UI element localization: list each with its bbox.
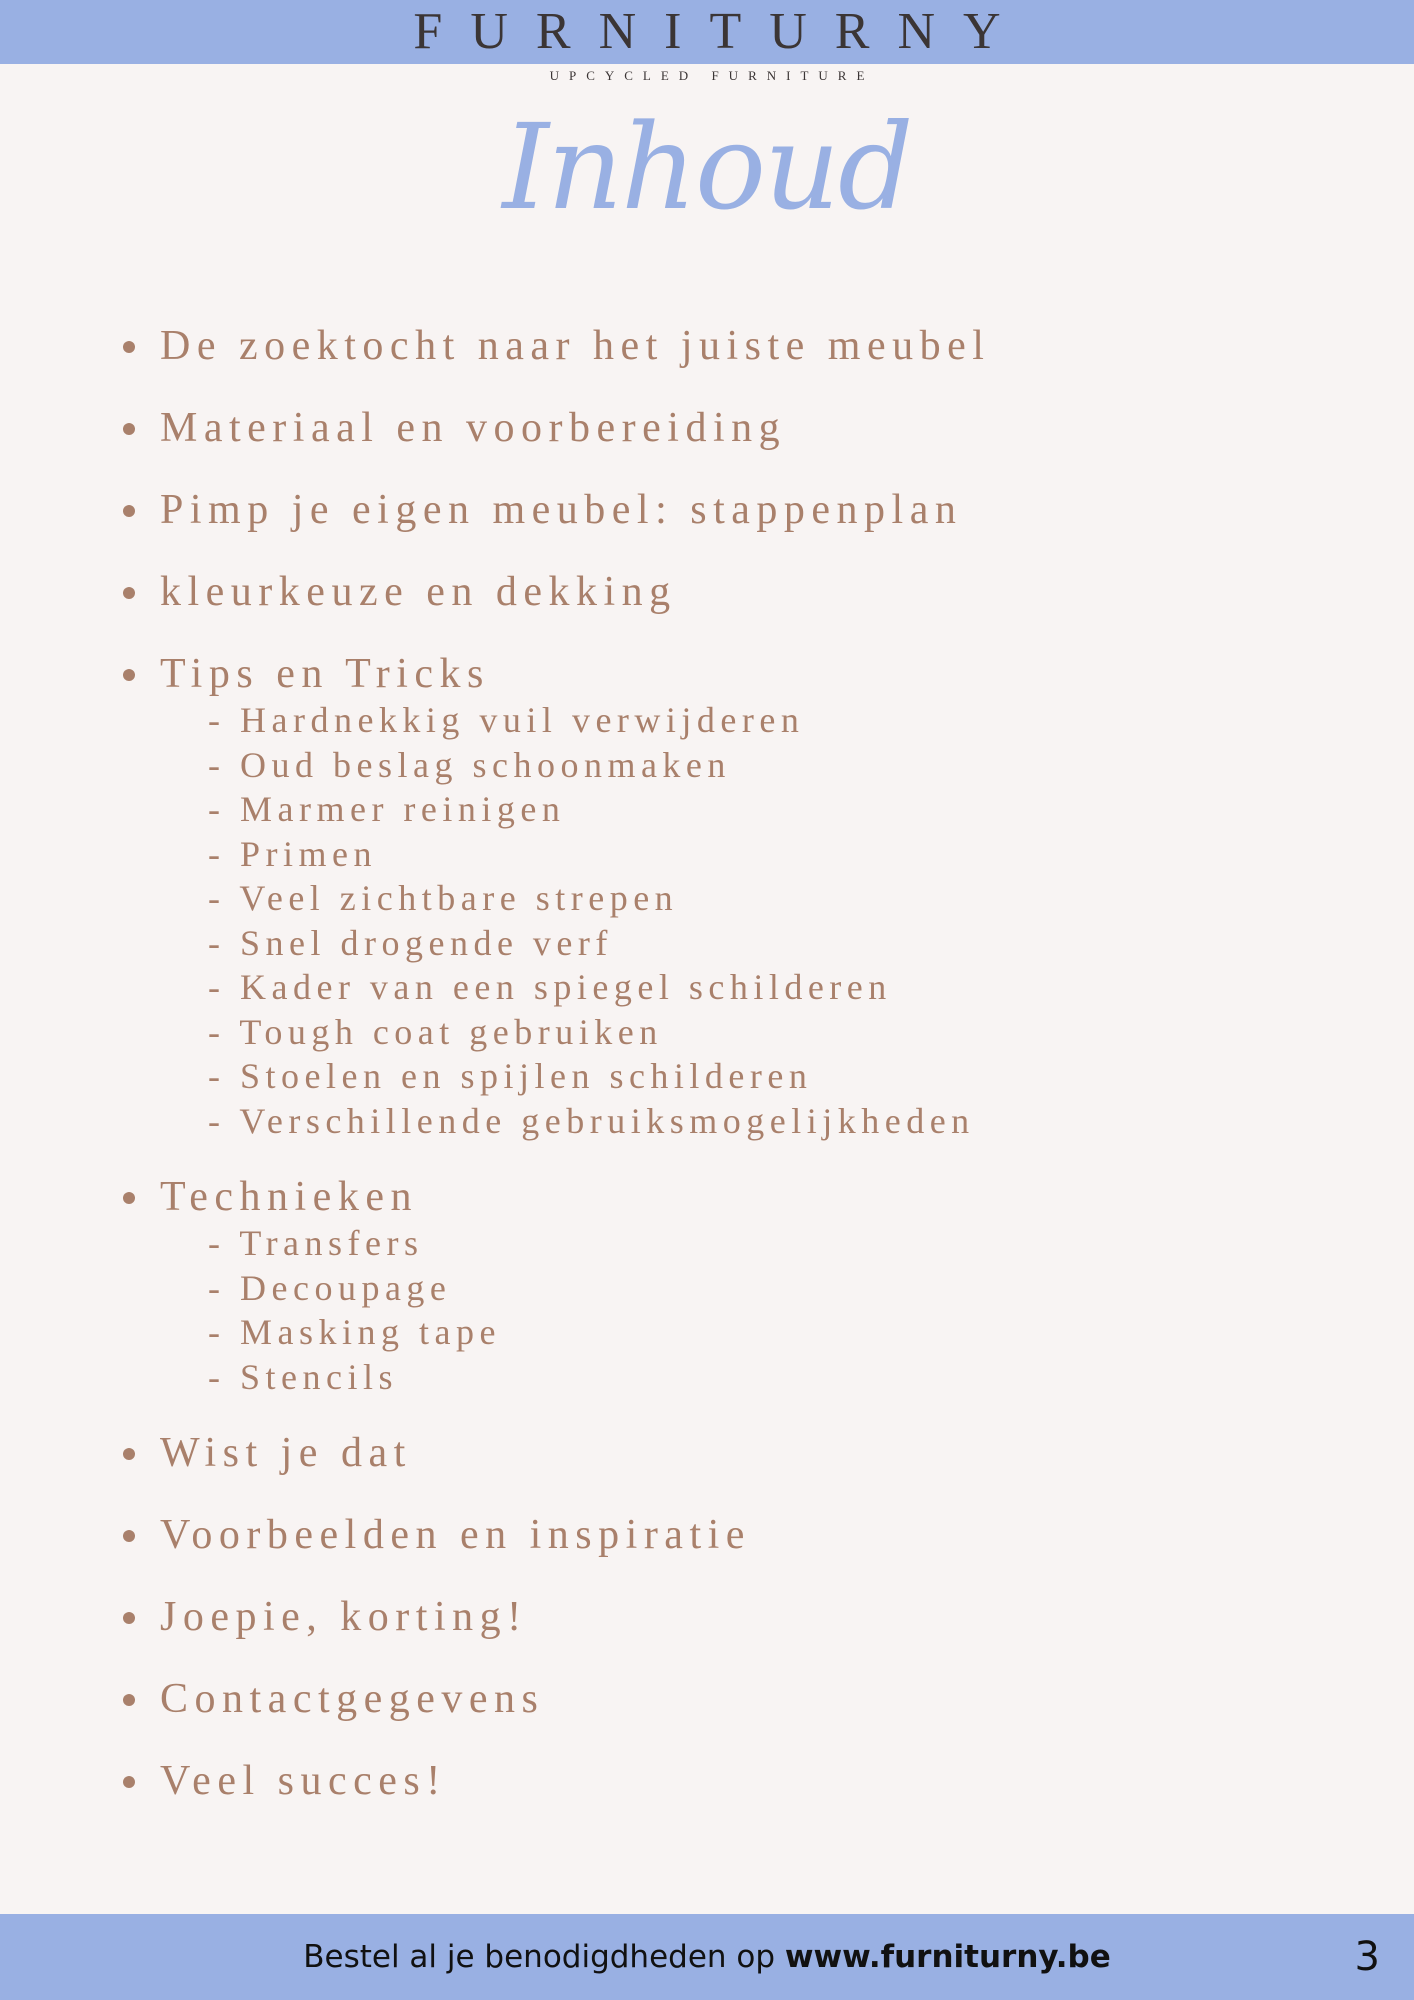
bullet-icon bbox=[123, 1776, 135, 1788]
bullet-icon bbox=[123, 1192, 135, 1204]
toc-item-label: Voorbeelden en inspiratie bbox=[160, 1512, 751, 1558]
toc-item-label: Wist je dat bbox=[160, 1430, 412, 1476]
toc-subitem: - Stencils bbox=[208, 1356, 398, 1397]
toc-subitem: - Primen bbox=[208, 833, 377, 874]
table-of-contents bbox=[120, 318, 1300, 1835]
toc-item-tips bbox=[120, 646, 1300, 1143]
toc-item bbox=[120, 482, 1300, 538]
bullet-icon bbox=[123, 341, 135, 353]
toc-subitem: - Verschillende gebruiksmogelijkheden bbox=[208, 1100, 975, 1141]
bullet-icon bbox=[123, 1530, 135, 1542]
toc-item bbox=[120, 400, 1300, 456]
toc-subitem: - Veel zichtbare strepen bbox=[208, 878, 679, 918]
toc-item-label: kleurkeuze en dekking bbox=[160, 569, 677, 615]
toc-sublist bbox=[208, 698, 1300, 1143]
toc-subitem: - Transfers bbox=[208, 1223, 424, 1263]
toc-item bbox=[120, 564, 1300, 620]
footer-url-link[interactable]: www.furniturny.be bbox=[784, 1939, 1111, 1975]
toc-item bbox=[120, 1425, 1300, 1481]
toc-subitem: - Tough coat gebruiken bbox=[208, 1011, 663, 1052]
toc-item-label: Tips en Tricks bbox=[160, 651, 490, 697]
footer-text bbox=[0, 1914, 1414, 2000]
toc-subitem: - Hardnekkig vuil verwijderen bbox=[208, 700, 805, 740]
toc-subitem: - Marmer reinigen bbox=[208, 789, 566, 829]
brand-logo: FURNITURNY bbox=[413, 3, 1029, 60]
toc-item-label: Joepie, korting! bbox=[160, 1594, 528, 1640]
page-title: Inhoud bbox=[502, 98, 912, 236]
toc-item bbox=[120, 1589, 1300, 1645]
toc-subitem: - Masking tape bbox=[208, 1312, 501, 1352]
toc-item bbox=[120, 1671, 1300, 1727]
toc-item-label: Contactgegevens bbox=[160, 1676, 545, 1722]
bullet-icon bbox=[123, 587, 135, 599]
toc-item-label: Technieken bbox=[160, 1174, 418, 1220]
toc-item-label: Materiaal en voorbereiding bbox=[160, 405, 787, 451]
footer-message: Bestel al je benodigdheden op bbox=[303, 1939, 776, 1975]
bullet-icon bbox=[123, 505, 135, 517]
bullet-icon bbox=[123, 669, 135, 681]
toc-item bbox=[120, 1507, 1300, 1563]
toc-item-label: De zoektocht naar het juiste meubel bbox=[160, 323, 991, 369]
toc-item-label: Veel succes! bbox=[160, 1758, 447, 1804]
brand-tagline: UPCYCLED FURNITURE bbox=[549, 68, 875, 83]
toc-subitem: - Oud beslag schoonmaken bbox=[208, 744, 731, 785]
bullet-icon bbox=[123, 1448, 135, 1460]
toc-item-label: Pimp je eigen meubel: stappenplan bbox=[160, 487, 963, 533]
bullet-icon bbox=[123, 1612, 135, 1624]
toc-sublist bbox=[208, 1221, 1300, 1399]
bullet-icon bbox=[123, 423, 135, 435]
toc-item bbox=[120, 1753, 1300, 1809]
toc-subitem: - Kader van een spiegel schilderen bbox=[208, 967, 892, 1007]
toc-item-technieken bbox=[120, 1169, 1300, 1399]
bullet-icon bbox=[123, 1694, 135, 1706]
toc-subitem: - Decoupage bbox=[208, 1267, 452, 1308]
page-number: 3 bbox=[1354, 1934, 1380, 1980]
toc-subitem: - Snel drogende verf bbox=[208, 922, 613, 963]
toc-item bbox=[120, 318, 1300, 374]
toc-subitem: - Stoelen en spijlen schilderen bbox=[208, 1056, 813, 1096]
